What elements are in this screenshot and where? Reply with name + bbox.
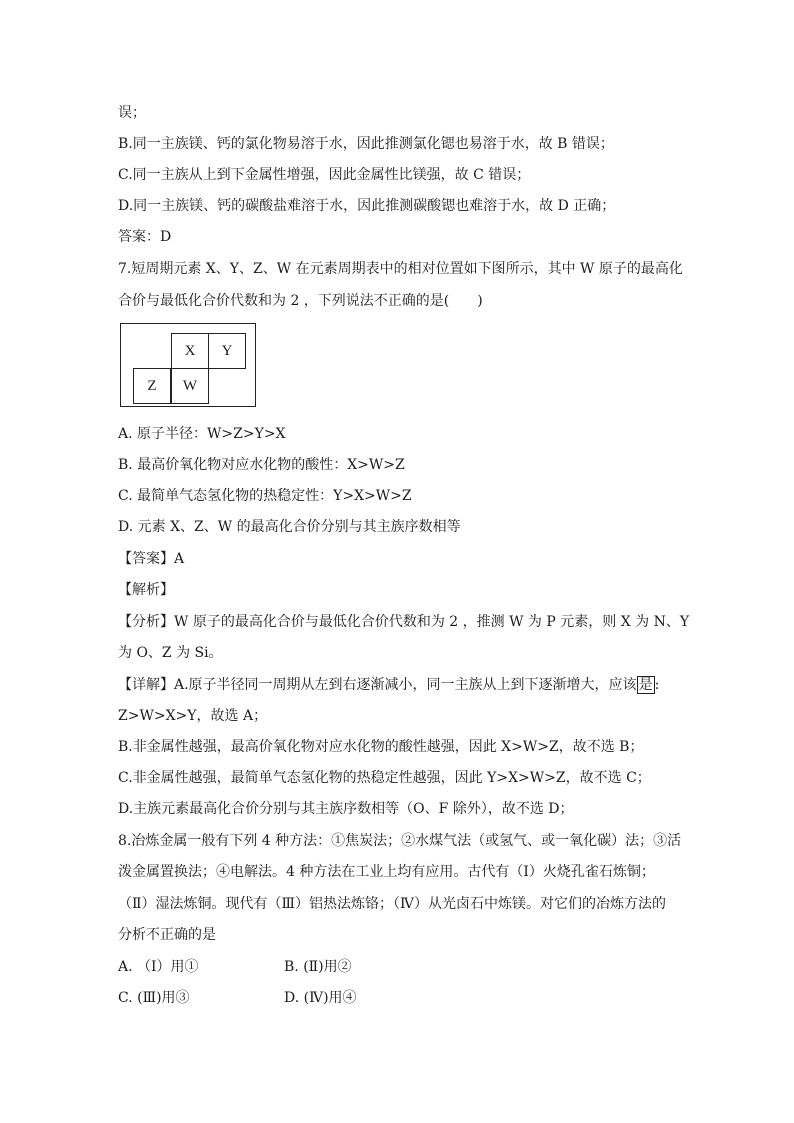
text-line: C.同一主族从上到下金属性增强，因此金属性比镁强，故 C 错误； [118, 167, 531, 183]
cell-x: X [171, 333, 209, 369]
detail-line: C.非金属性越强，最简单气态氢化物的热稳定性越强，因此 Y>X>W>Z，故不选 C； [118, 770, 651, 786]
text-line: B.同一主族镁、钙的氯化物易溶于水，因此推测氯化锶也易溶于水，故 B 错误； [118, 136, 614, 152]
answer-line: 答案：D [118, 229, 172, 245]
detail-line: D.主族元素最高化合价分别与其主族序数相等（O、F 除外），故不选 D； [118, 801, 574, 817]
option-b: B. 最高价氧化物对应水化物的酸性：X>W>Z [118, 457, 405, 473]
option-d: D. 元素 X、Z、W 的最高化合价分别与其主族序数相等 [118, 519, 461, 535]
answer-label: 【答案】A [118, 551, 185, 567]
detail-line: B.非金属性越强，最高价氧化物对应水化物的酸性越强，因此 X>W>Z，故不选 B； [118, 739, 644, 755]
analysis-label: 【解析】 [118, 582, 174, 598]
option-b: B. (Ⅱ)用② [284, 959, 352, 975]
question-7-stem: 7.短周期元素 X、Y、Z、W 在元素周期表中的相对位置如下图所示，其中 W 原子的最高化 [118, 261, 683, 277]
boxed-character: 是 [638, 677, 653, 693]
cell-w: W [171, 368, 209, 404]
question-8-stem: （Ⅱ）湿法炼铜。现代有（Ⅲ）铝热法炼铬；（Ⅳ）从光卤石中炼镁。对它们的冶炼方法的 [118, 896, 667, 912]
analysis-text: 为 O、Z 为 Si。 [118, 645, 223, 661]
detail-text: 【详解】A.原子半径同一周期从左到右逐渐减小，同一主族从上到下逐渐增大，应该 [118, 677, 637, 693]
option-c: C. 最简单气态氢化物的热稳定性：Y>X>W>Z [118, 488, 412, 504]
cell-z: Z [133, 368, 171, 404]
text-line: 误； [118, 105, 146, 121]
option-a: A. 原子半径：W>Z>Y>X [118, 426, 286, 442]
detail-text: : [654, 677, 660, 693]
question-8-stem: 分析不正确的是 [118, 927, 216, 943]
option-d: D. (Ⅳ)用④ [284, 990, 357, 1006]
periodic-table-figure [120, 323, 256, 407]
question-7-stem: 合价与最低化合价代数和为 2 ，下列说法不正确的是( ) [118, 293, 483, 309]
cell-y: Y [208, 333, 246, 369]
analysis-text: 【分析】W 原子的最高化合价与最低化合价代数和为 2 ，推测 W 为 P 元素，则 X 为 N、Y [118, 614, 690, 630]
question-8-stem: 泼金属置换法；④电解法。4 种方法在工业上均有应用。古代有（Ⅰ）火烧孔雀石炼铜； [118, 864, 655, 880]
detail-line [118, 676, 659, 694]
option-c: C. (Ⅲ)用③ [118, 990, 190, 1006]
detail-line: Z>W>X>Y，故选 A； [118, 708, 268, 724]
option-a: A. （Ⅰ）用① [118, 959, 199, 975]
text-line: D.同一主族镁、钙的碳酸盐难溶于水，因此推测碳酸锶也难溶于水，故 D 正确； [118, 198, 616, 214]
question-8-stem: 8.冶炼金属一般有下列 4 种方法：①焦炭法；②水煤气法（或氢气、或一氧化碳）法；③活 [118, 833, 682, 849]
